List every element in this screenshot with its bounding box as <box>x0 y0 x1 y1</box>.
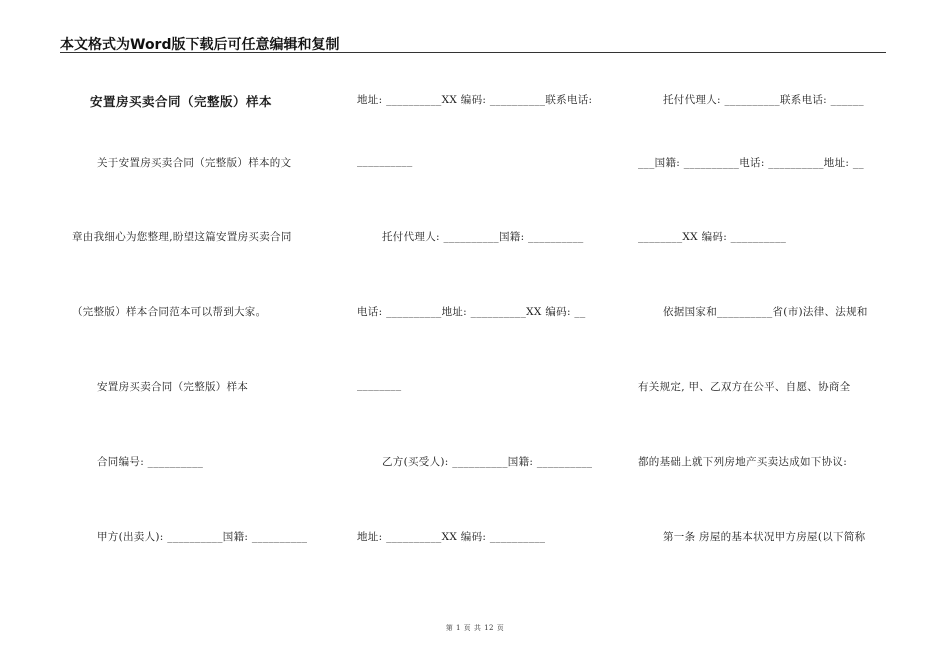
col3-line-7: 第一条 房屋的基本状况甲方房屋(以下简称 <box>663 531 866 543</box>
col2-line-3: 托付代理人: __________国籍: __________ <box>382 231 584 243</box>
col3-line-1: 托付代理人: __________联系电话: ______ <box>663 94 864 106</box>
text-column-1 <box>72 0 327 672</box>
page-number-footer: 第 1 页 共 12 页 <box>445 624 505 632</box>
col3-line-2: ___国籍: __________电话: __________地址: __ <box>638 157 864 169</box>
col1-line-2: 关于安置房买卖合同（完整版）样本的文 <box>97 157 292 169</box>
col2-line-6: 乙方(买受人): __________国籍: __________ <box>382 456 593 468</box>
col1-line-5: 安置房买卖合同（完整版）样本 <box>97 381 249 393</box>
col3-line-3: ________XX 编码: __________ <box>638 231 787 243</box>
col2-line-1: 地址: __________XX 编码: __________联系电话: <box>357 94 593 106</box>
col1-line-6: 合同编号: __________ <box>97 456 204 468</box>
col1-line-4: （完整版）样本合同范本可以帮到大家。 <box>72 306 267 318</box>
col1-line-1: 安置房买卖合同（完整版）样本 <box>90 94 273 109</box>
col1-line-7: 甲方(出卖人): __________国籍: __________ <box>97 531 308 543</box>
col3-line-6: 都的基础上就下列房地产买卖达成如下协议: <box>638 456 848 468</box>
col2-line-7: 地址: __________XX 编码: __________ <box>357 531 546 543</box>
col2-line-4: 电话: __________地址: __________XX 编码: __ <box>357 306 586 318</box>
col3-line-5: 有关规定, 甲、乙双方在公平、自愿、协商全 <box>638 381 851 393</box>
text-column-2 <box>357 0 612 672</box>
text-column-3 <box>638 0 888 672</box>
col2-line-5: ________ <box>357 379 402 391</box>
document-header-banner: 本文格式为Word版下载后可任意编辑和复制 <box>60 37 340 53</box>
col1-line-3: 章由我细心为您整理,盼望这篇安置房买卖合同 <box>72 231 292 243</box>
col2-line-2: __________ <box>357 155 413 167</box>
col3-line-4: 依据国家和__________省(市)法律、法规和 <box>663 306 868 318</box>
